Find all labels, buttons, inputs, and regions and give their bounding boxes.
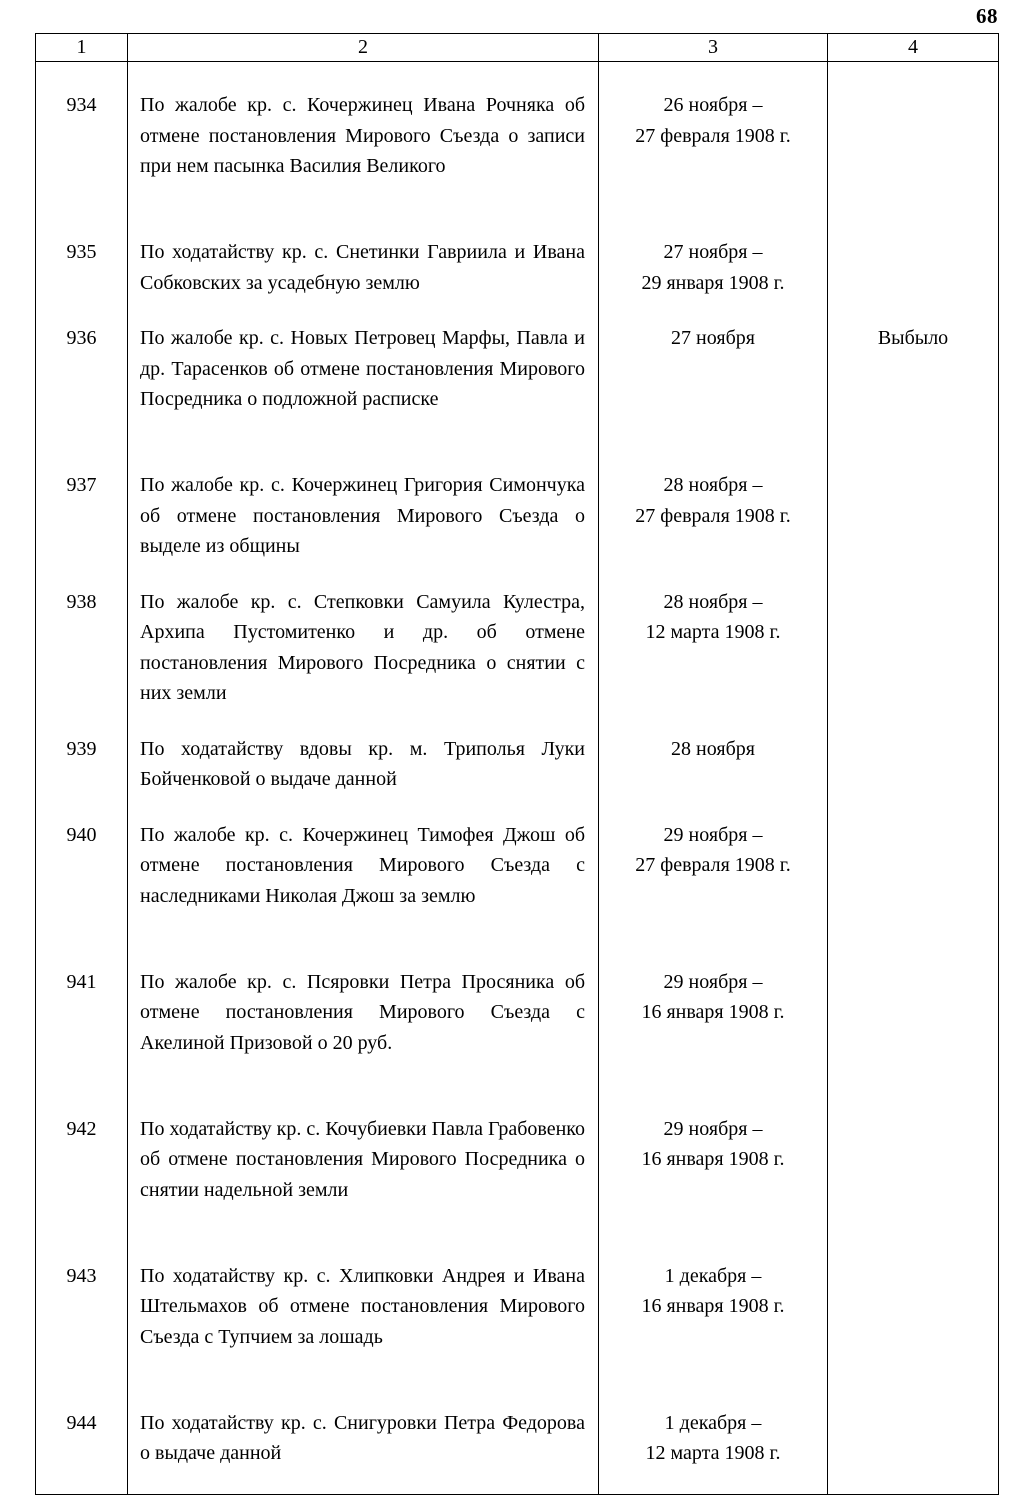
table-body-row [36, 62, 999, 1495]
record-number: 935 [66, 241, 97, 263]
record-number: 939 [66, 737, 97, 760]
record-number: 940 [66, 823, 97, 846]
column-dates [599, 62, 828, 1495]
record-number: 941 [66, 970, 97, 993]
column-header-1: 1 [36, 34, 128, 62]
record-description: По ходатайству кр. с. Хлипковки Андрея и Ивана Штельмахов об отмене постановления Мирового Съезда с Тупчием за лошадь [140, 1264, 585, 1348]
record-description: По жалобе кр. с. Новых Петровец Марфы, Павла и др. Тарасенков об отмене постановления Мирового Посредника о подложной расписке [140, 327, 585, 410]
ledger-table [35, 33, 999, 1495]
record-description: По жалобе кр. с. Кочержинец Тимофея Джош об отмене постановления Мирового Съезда с наследниками Николая Джош за землю [140, 823, 585, 907]
table-body [36, 62, 999, 1495]
record-date: 29 ноября – 27 февраля 1908 г. [635, 823, 791, 876]
column-notes [828, 62, 999, 1495]
record-number: 942 [66, 1117, 97, 1140]
record-date: 1 декабря – 16 января 1908 г. [641, 1264, 785, 1317]
record-number: 944 [66, 1411, 97, 1434]
record-number: 943 [66, 1264, 97, 1287]
column-header-2: 2 [128, 34, 599, 62]
record-date: 28 ноября [671, 737, 755, 760]
record-description: По ходатайству кр. с. Кочубиевки Павла Грабовенко об отмене постановления Мирового Посредника о снятии надельной земли [140, 1117, 585, 1201]
record-date: 29 ноября – 16 января 1908 г. [641, 1117, 785, 1170]
record-description: По жалобе кр. с. Степковки Самуила Кулестра, Архипа Пустомитенко и др. об отмене постановления Мирового Посредника о снятии с них земли [140, 590, 585, 704]
record-description: По жалобе кр. с. Кочержинец Григория Симончука об отмене постановления Мирового Съезда о выделе из общины [140, 474, 585, 557]
record-date: 26 ноября – 27 февраля 1908 г. [635, 94, 791, 147]
record-description: По жалобе кр. с. Кочержинец Ивана Рочняка об отмене постановления Мирового Съезда о записи при нем пасынка Василия Великого [140, 94, 585, 177]
record-date: 1 декабря – 12 марта 1908 г. [645, 1411, 781, 1464]
column-header-3: 3 [599, 34, 828, 62]
record-number: 934 [66, 94, 97, 116]
column-numbers [36, 62, 128, 1495]
record-description: По жалобе кр. с. Псяровки Петра Просяника об отмене постановления Мирового Съезда с Акелиной Призовой о 20 руб. [140, 970, 585, 1054]
record-description: По ходатайству вдовы кр. м. Триполья Луки Бойченковой о выдаче данной [140, 737, 585, 790]
record-date: 28 ноября – 27 февраля 1908 г. [635, 474, 791, 527]
record-date: 28 ноября – 12 марта 1908 г. [645, 590, 781, 643]
page-number: 68 [976, 4, 998, 28]
record-note: Выбыло [877, 327, 949, 349]
table-header [36, 34, 999, 62]
record-date: 27 ноября [671, 327, 755, 349]
record-number: 937 [66, 474, 97, 496]
record-description: По ходатайству кр. с. Снетинки Гавриила и Ивана Собковских за усадебную землю [140, 241, 585, 294]
table-header-row [36, 34, 999, 62]
column-header-4: 4 [828, 34, 999, 62]
record-date: 29 ноября – 16 января 1908 г. [641, 970, 785, 1023]
record-number: 936 [66, 327, 97, 349]
record-description: По ходатайству кр. с. Снигуровки Петра Федорова о выдаче данной [140, 1411, 585, 1464]
record-number: 938 [66, 590, 97, 613]
column-descriptions [128, 62, 599, 1495]
record-date: 27 ноября – 29 января 1908 г. [641, 241, 785, 294]
